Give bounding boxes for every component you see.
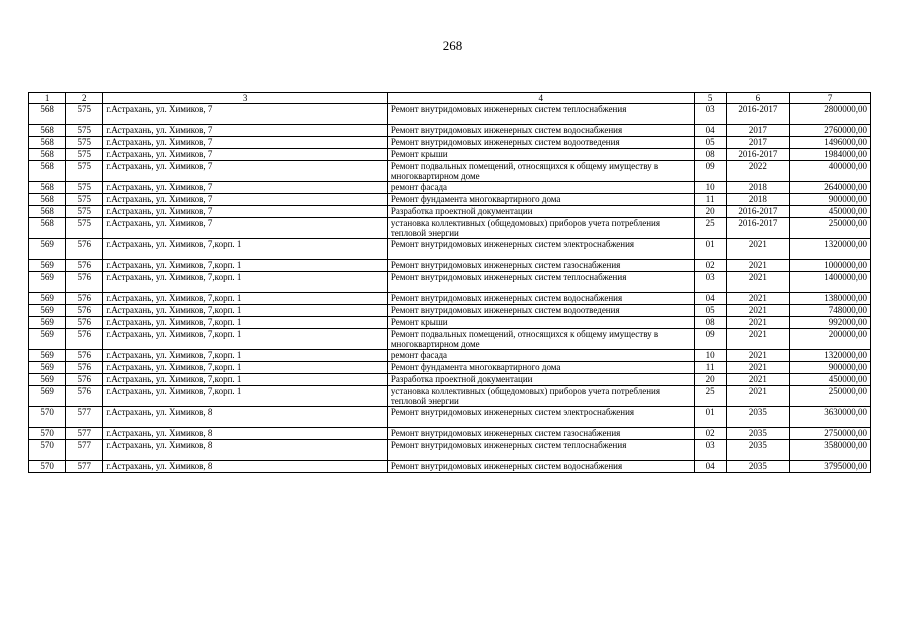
cost-cell: 3580000,00 [790,440,871,461]
table-body [29,104,871,473]
table-row [29,407,871,428]
house-number-cell: 576 [66,374,103,386]
work-type-cell: Ремонт внутридомовых инженерных систем электроснабжения [387,239,694,260]
cost-cell: 1320000,00 [790,350,871,362]
work-type-cell: Ремонт подвальных помещений, относящихся к общему имуществу в многоквартирном доме [387,161,694,182]
house-number-cell: 575 [66,194,103,206]
period-cell: 2021 [726,293,790,305]
period-cell: 2018 [726,194,790,206]
work-type-cell: Ремонт внутридомовых инженерных систем газоснабжения [387,428,694,440]
work-code-cell: 02 [694,428,726,440]
cost-cell: 748000,00 [790,305,871,317]
house-number-cell: 577 [66,407,103,428]
address-cell: г.Астрахань, ул. Химиков, 8 [103,440,388,461]
house-number-cell: 575 [66,182,103,194]
work-code-cell: 10 [694,350,726,362]
work-code-cell: 11 [694,362,726,374]
work-code-cell: 04 [694,293,726,305]
row-number-cell: 568 [29,206,66,218]
work-code-cell: 20 [694,374,726,386]
row-number-cell: 570 [29,428,66,440]
work-code-cell: 03 [694,104,726,125]
cost-cell: 900000,00 [790,194,871,206]
house-number-cell: 576 [66,362,103,374]
address-cell: г.Астрахань, ул. Химиков, 7,корп. 1 [103,272,388,293]
address-cell: г.Астрахань, ул. Химиков, 7,корп. 1 [103,293,388,305]
cost-cell: 450000,00 [790,206,871,218]
cost-cell: 1000000,00 [790,260,871,272]
work-code-cell: 09 [694,161,726,182]
period-cell: 2021 [726,239,790,260]
period-cell: 2021 [726,350,790,362]
row-number-cell: 570 [29,440,66,461]
address-cell: г.Астрахань, ул. Химиков, 7,корп. 1 [103,317,388,329]
work-type-cell: Ремонт подвальных помещений, относящихся к общему имуществу в многоквартирном доме [387,329,694,350]
row-number-cell: 568 [29,125,66,137]
column-header: 4 [387,93,694,104]
house-number-cell: 576 [66,329,103,350]
period-cell: 2021 [726,305,790,317]
work-type-cell: Ремонт внутридомовых инженерных систем газоснабжения [387,260,694,272]
cost-cell: 900000,00 [790,362,871,374]
period-cell: 2018 [726,182,790,194]
cost-cell: 250000,00 [790,218,871,239]
cost-cell: 2800000,00 [790,104,871,125]
row-number-cell: 569 [29,305,66,317]
address-cell: г.Астрахань, ул. Химиков, 7 [103,206,388,218]
work-type-cell: Ремонт фундамента многоквартирного дома [387,194,694,206]
row-number-cell: 568 [29,182,66,194]
house-number-cell: 575 [66,206,103,218]
work-type-cell: Ремонт крыши [387,149,694,161]
work-type-cell: Ремонт крыши [387,317,694,329]
work-type-cell: Ремонт внутридомовых инженерных систем теплоснабжения [387,104,694,125]
address-cell: г.Астрахань, ул. Химиков, 8 [103,461,388,473]
row-number-cell: 569 [29,260,66,272]
table-row [29,350,871,362]
column-header: 6 [726,93,790,104]
period-cell: 2035 [726,407,790,428]
table-row [29,260,871,272]
period-cell: 2021 [726,386,790,407]
row-number-cell: 569 [29,272,66,293]
work-code-cell: 10 [694,182,726,194]
table-row [29,305,871,317]
column-header: 1 [29,93,66,104]
period-cell: 2035 [726,461,790,473]
period-cell: 2021 [726,374,790,386]
work-code-cell: 04 [694,125,726,137]
work-type-cell: Разработка проектной документации [387,374,694,386]
row-number-cell: 569 [29,317,66,329]
address-cell: г.Астрахань, ул. Химиков, 7 [103,182,388,194]
row-number-cell: 568 [29,137,66,149]
work-code-cell: 08 [694,149,726,161]
cost-cell: 3630000,00 [790,407,871,428]
table-row [29,386,871,407]
address-cell: г.Астрахань, ул. Химиков, 7,корп. 1 [103,329,388,350]
work-type-cell: Ремонт внутридомовых инженерных систем электроснабжения [387,407,694,428]
table-row [29,194,871,206]
table-row [29,206,871,218]
column-header: 2 [66,93,103,104]
work-type-cell: Разработка проектной документации [387,206,694,218]
house-number-cell: 577 [66,461,103,473]
address-cell: г.Астрахань, ул. Химиков, 7 [103,104,388,125]
period-cell: 2017 [726,125,790,137]
row-number-cell: 570 [29,407,66,428]
work-type-cell: Ремонт внутридомовых инженерных систем водоотведения [387,137,694,149]
period-cell: 2016-2017 [726,206,790,218]
period-cell: 2035 [726,428,790,440]
work-code-cell: 09 [694,329,726,350]
work-code-cell: 25 [694,218,726,239]
row-number-cell: 568 [29,194,66,206]
address-cell: г.Астрахань, ул. Химиков, 8 [103,407,388,428]
work-code-cell: 05 [694,305,726,317]
address-cell: г.Астрахань, ул. Химиков, 7 [103,125,388,137]
table-row [29,461,871,473]
period-cell: 2016-2017 [726,149,790,161]
address-cell: г.Астрахань, ул. Химиков, 8 [103,428,388,440]
house-number-cell: 576 [66,305,103,317]
work-code-cell: 20 [694,206,726,218]
period-cell: 2021 [726,272,790,293]
address-cell: г.Астрахань, ул. Химиков, 7,корп. 1 [103,260,388,272]
table-row [29,104,871,125]
row-number-cell: 569 [29,239,66,260]
work-type-cell: ремонт фасада [387,350,694,362]
work-type-cell: установка коллективных (общедомовых) приборов учета потребления тепловой энергии [387,386,694,407]
house-number-cell: 575 [66,125,103,137]
table-row [29,272,871,293]
work-type-cell: ремонт фасада [387,182,694,194]
table-row [29,149,871,161]
row-number-cell: 568 [29,161,66,182]
house-number-cell: 575 [66,161,103,182]
period-cell: 2021 [726,362,790,374]
period-cell: 2021 [726,329,790,350]
cost-cell: 400000,00 [790,161,871,182]
work-code-cell: 03 [694,440,726,461]
cost-cell: 2640000,00 [790,182,871,194]
table-row [29,362,871,374]
row-number-cell: 569 [29,350,66,362]
table-row [29,293,871,305]
cost-cell: 1496000,00 [790,137,871,149]
work-type-cell: установка коллективных (общедомовых) приборов учета потребления тепловой энергии [387,218,694,239]
house-number-cell: 576 [66,272,103,293]
cost-cell: 3795000,00 [790,461,871,473]
house-number-cell: 575 [66,104,103,125]
row-number-cell: 568 [29,104,66,125]
row-number-cell: 569 [29,386,66,407]
cost-cell: 992000,00 [790,317,871,329]
cost-cell: 2760000,00 [790,125,871,137]
cost-cell: 1320000,00 [790,239,871,260]
table-row [29,374,871,386]
work-code-cell: 05 [694,137,726,149]
house-number-cell: 577 [66,440,103,461]
address-cell: г.Астрахань, ул. Химиков, 7,корп. 1 [103,362,388,374]
table-row [29,137,871,149]
table-row [29,182,871,194]
house-number-cell: 577 [66,428,103,440]
house-number-cell: 575 [66,218,103,239]
period-cell: 2016-2017 [726,104,790,125]
cost-cell: 250000,00 [790,386,871,407]
table-row [29,428,871,440]
repair-schedule-table [28,92,871,473]
cost-cell: 2750000,00 [790,428,871,440]
period-cell: 2021 [726,317,790,329]
house-number-cell: 576 [66,350,103,362]
period-cell: 2022 [726,161,790,182]
table-row [29,329,871,350]
table-row [29,161,871,182]
cost-cell: 1380000,00 [790,293,871,305]
house-number-cell: 576 [66,239,103,260]
work-code-cell: 08 [694,317,726,329]
row-number-cell: 570 [29,461,66,473]
work-type-cell: Ремонт внутридомовых инженерных систем теплоснабжения [387,440,694,461]
cost-cell: 1984000,00 [790,149,871,161]
house-number-cell: 576 [66,293,103,305]
cost-cell: 450000,00 [790,374,871,386]
house-number-cell: 575 [66,137,103,149]
period-cell: 2035 [726,440,790,461]
address-cell: г.Астрахань, ул. Химиков, 7,корп. 1 [103,386,388,407]
address-cell: г.Астрахань, ул. Химиков, 7,корп. 1 [103,305,388,317]
row-number-cell: 568 [29,149,66,161]
address-cell: г.Астрахань, ул. Химиков, 7 [103,161,388,182]
work-code-cell: 01 [694,407,726,428]
table-row [29,218,871,239]
work-code-cell: 11 [694,194,726,206]
address-cell: г.Астрахань, ул. Химиков, 7 [103,194,388,206]
address-cell: г.Астрахань, ул. Химиков, 7 [103,137,388,149]
work-type-cell: Ремонт внутридомовых инженерных систем водоснабжения [387,293,694,305]
address-cell: г.Астрахань, ул. Химиков, 7,корп. 1 [103,350,388,362]
page-number: 268 [442,38,463,53]
address-cell: г.Астрахань, ул. Химиков, 7 [103,149,388,161]
work-type-cell: Ремонт внутридомовых инженерных систем водоснабжения [387,461,694,473]
row-number-cell: 569 [29,329,66,350]
work-code-cell: 25 [694,386,726,407]
work-code-cell: 01 [694,239,726,260]
house-number-cell: 576 [66,260,103,272]
work-type-cell: Ремонт внутридомовых инженерных систем водоснабжения [387,125,694,137]
address-cell: г.Астрахань, ул. Химиков, 7,корп. 1 [103,239,388,260]
house-number-cell: 575 [66,149,103,161]
work-code-cell: 03 [694,272,726,293]
row-number-cell: 569 [29,362,66,374]
address-cell: г.Астрахань, ул. Химиков, 7,корп. 1 [103,374,388,386]
period-cell: 2017 [726,137,790,149]
row-number-cell: 569 [29,374,66,386]
house-number-cell: 576 [66,386,103,407]
cost-cell: 1400000,00 [790,272,871,293]
work-type-cell: Ремонт внутридомовых инженерных систем водоотведения [387,305,694,317]
column-header: 5 [694,93,726,104]
row-number-cell: 568 [29,218,66,239]
work-code-cell: 04 [694,461,726,473]
column-header: 7 [790,93,871,104]
address-cell: г.Астрахань, ул. Химиков, 7 [103,218,388,239]
work-type-cell: Ремонт внутридомовых инженерных систем теплоснабжения [387,272,694,293]
column-number-row [29,93,871,104]
table-row [29,239,871,260]
period-cell: 2016-2017 [726,218,790,239]
period-cell: 2021 [726,260,790,272]
cost-cell: 200000,00 [790,329,871,350]
work-code-cell: 02 [694,260,726,272]
table-row [29,125,871,137]
table-row [29,317,871,329]
row-number-cell: 569 [29,293,66,305]
table-row [29,440,871,461]
house-number-cell: 576 [66,317,103,329]
work-type-cell: Ремонт фундамента многоквартирного дома [387,362,694,374]
column-header: 3 [103,93,388,104]
